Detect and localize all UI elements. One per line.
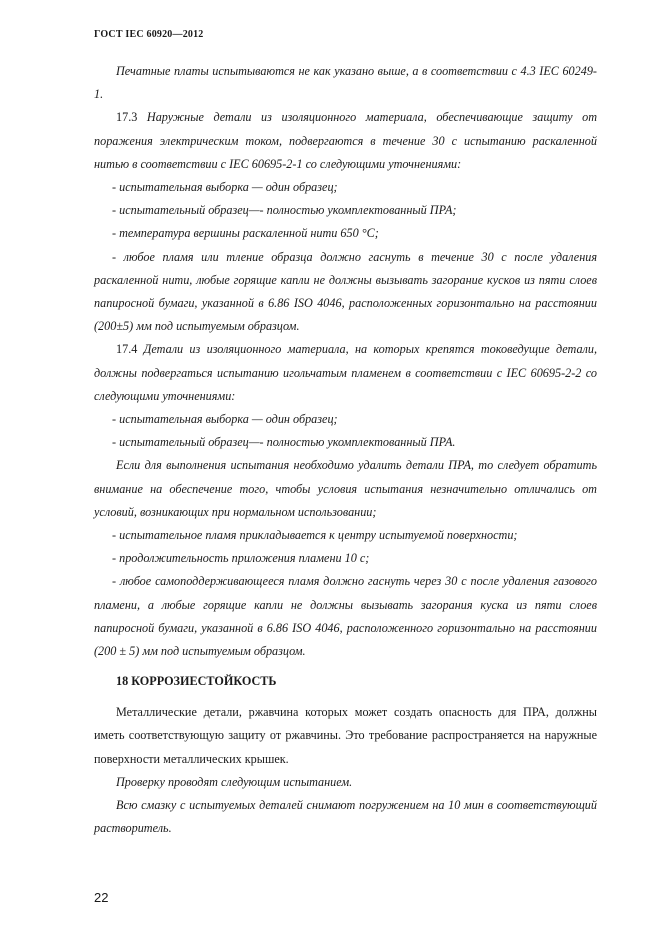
clause-number: 17.3 [116,110,138,125]
clause-17-4 [94,338,597,408]
list-item: - температура вершины раскаленной нити 650 °С; [112,226,379,241]
paragraph-check: Проверку проводят следующим испытанием. [116,774,353,789]
clause-number: 17.4 [116,342,138,357]
paragraph-corrosion: Металлические детали, ржавчина которых может создать опасность для ПРА, должны иметь соответствующую защиту от ржавчины. Это требование распространяется на наружные поверхности металлических крышек. [94,705,597,766]
list-item: - испытательный образец—- полностью укомплектованный ПРА. [112,435,456,450]
list-item: - испытательная выборка — один образец; [112,412,338,427]
list-item: - продолжительность приложения пламени 10 с; [112,551,370,566]
paragraph-degrease: Всю смазку с испытуемых деталей снимают погружением на 10 мин в соответствующий растворитель. [94,798,597,836]
document-body [94,60,597,841]
list-item: - любое самоподдерживающееся пламя должно гаснуть через 30 с после удаления газового пламени, а любые горящие капли не должны вызывать загорания куска из пяти слоев папиросной бумаги, указанной в 6.86 ISO 4046, расположенного горизонтально на расстоянии (200 ± 5) мм под испытуемым образцом. [94,574,597,659]
clause-17-3 [94,106,597,176]
list-item: - любое пламя или тление образца должно гаснуть в течение 30 с после удаления раскаленной нити, любые горящие капли не должны вызывать загорание кусков из пяти слоев папиросной бумаги, указанной в 6.86 ISO 4046, расположенных горизонтально на расстоянии (200±5) мм под испытуемым образцом. [94,249,597,334]
list-item: - испытательное пламя прикладывается к центру испытуемой поверхности; [112,528,518,543]
list-item: - испытательная выборка — один образец; [112,180,338,195]
paragraph-pcb-test: Печатные платы испытываются не как указано выше, а в соответствии с 4.3 IEC 60249-1. [94,64,597,102]
section-heading: 18 КОРРОЗИЕСТОЙКОСТЬ [116,674,277,689]
clause-text: Наружные детали из изоляционного материала, обеспечивающие защиту от поражения электрическим током, подвергаются в течение 30 с испытанию раскаленной нитью в соответствии с IEC 60695-2-1 со следующими уточнениями: [94,110,597,171]
page-number: 22 [94,890,109,905]
paragraph-note: Если для выполнения испытания необходимо удалить детали ПРА, то следует обратить внимание на обеспечение того, чтобы условия испытания незначительно отличались от условий, возникающих при нормальном использовании; [94,458,597,519]
clause-text: Детали из изоляционного материала, на которых крепятся токоведущие детали, должны подвергаться испытанию игольчатым пламенем в соответствии с IEC 60695-2-2 со следующими уточнениями: [94,342,598,403]
list-item: - испытательный образец—- полностью укомплектованный ПРА; [112,203,457,218]
document-header: ГОСТ IEC 60920—2012 [94,29,204,40]
